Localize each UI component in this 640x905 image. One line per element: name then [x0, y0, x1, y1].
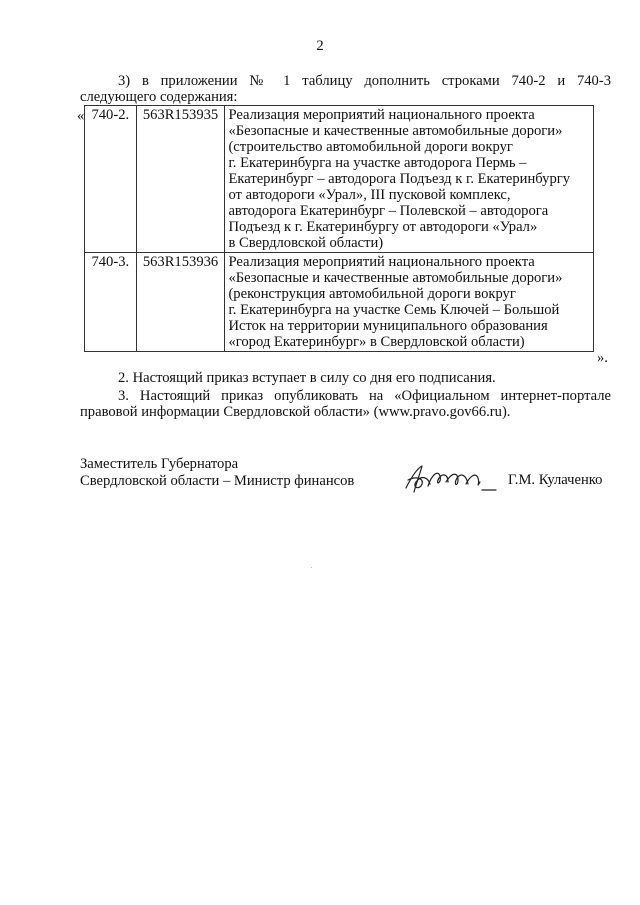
- scan-speck: [311, 567, 312, 568]
- paragraph-2-text: 2. Настоящий приказ вступает в силу со дня его подписания.: [118, 370, 496, 386]
- signer-title-line-2: Свердловской области – Министр финансов: [80, 473, 355, 489]
- description-line: г. Екатеринбурга на участке автодорога Пермь –: [228, 155, 527, 171]
- description-line: автодорога Екатеринбург – Полевской – автодорога: [228, 203, 549, 219]
- closing-quote: ».: [597, 350, 608, 366]
- paragraph-3: [80, 388, 611, 404]
- row-description: [225, 253, 594, 352]
- description-line: «город Екатеринбург» в Свердловской области): [228, 334, 525, 350]
- row-description: [225, 106, 594, 253]
- intro-line-2: следующего содержания:: [80, 89, 238, 105]
- description-line: Подъезд к г. Екатеринбургу от автодороги «Урал»: [228, 219, 538, 235]
- row-number: 740-3.: [85, 253, 137, 352]
- row-number: 740-2.: [85, 106, 137, 253]
- handwritten-signature: [398, 464, 508, 498]
- description-line: «Безопасные и качественные автомобильные дороги»: [228, 270, 563, 286]
- description-line: (строительство автомобильной дороги вокруг: [228, 139, 513, 155]
- description-line: г. Екатеринбурга на участке Семь Ключей – Большой: [228, 302, 560, 318]
- intro-line-1: 3) в приложении № 1 таблицу дополнить строками 740-2 и 740-3: [118, 73, 611, 89]
- insert-table: [84, 105, 594, 352]
- description-line: «Безопасные и качественные автомобильные дороги»: [228, 123, 563, 139]
- table-row: [85, 253, 594, 352]
- table-row: [85, 106, 594, 253]
- description-line: от автодороги «Урал», III пусковой комплекс,: [228, 187, 511, 203]
- description-line: в Свердловской области): [228, 235, 384, 251]
- signer-title: [80, 456, 380, 490]
- description-line: Исток на территории муниципального образования: [228, 318, 548, 334]
- opening-quote: «: [77, 108, 85, 124]
- row-code: 563R153936: [136, 253, 225, 352]
- paragraph-3-line-2: правовой информации Свердловской области» (www.pravo.gov66.ru).: [80, 404, 511, 420]
- intro-paragraph: [80, 73, 611, 89]
- paragraph-2: [80, 370, 611, 386]
- description-line: Екатеринбург – автодорога Подъезд к г. Екатеринбургу: [228, 171, 571, 187]
- description-line: Реализация мероприятий национального проекта: [228, 107, 535, 123]
- description-line: (реконструкция автомобильной дороги вокруг: [228, 286, 516, 302]
- row-code: 563R153935: [136, 106, 225, 253]
- page-number: 2: [316, 38, 324, 54]
- description-line: Реализация мероприятий национального проекта: [228, 254, 535, 270]
- signer-name: Г.М. Кулаченко: [508, 472, 603, 488]
- signer-title-line-1: Заместитель Губернатора: [80, 456, 239, 472]
- paragraph-3-line-1: 3. Настоящий приказ опубликовать на «Официальном интернет-портале: [118, 388, 611, 404]
